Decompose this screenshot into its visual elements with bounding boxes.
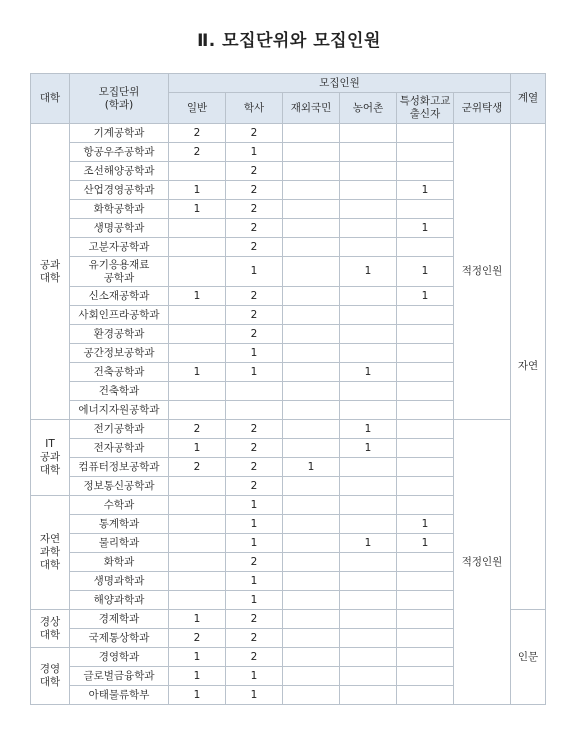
table-row: [31, 420, 546, 439]
bachelor-count: 2: [226, 610, 283, 629]
overseas-count: [283, 124, 340, 143]
header-overseas: 재외국민: [283, 93, 340, 124]
special-count: [397, 325, 454, 344]
general-count: [169, 257, 226, 287]
department-name: 공간정보공학과: [70, 344, 169, 363]
department-name: 기계공학과: [70, 124, 169, 143]
special-count: [397, 200, 454, 219]
overseas-count: [283, 610, 340, 629]
rural-count: 1: [340, 439, 397, 458]
rural-count: [340, 515, 397, 534]
special-count: [397, 458, 454, 477]
department-name: 사회인프라공학과: [70, 306, 169, 325]
special-count: 1: [397, 257, 454, 287]
overseas-count: [283, 572, 340, 591]
special-count: [397, 382, 454, 401]
rural-count: [340, 124, 397, 143]
special-count: 1: [397, 534, 454, 553]
rural-count: [340, 200, 397, 219]
general-count: [169, 401, 226, 420]
header-university: 대학: [31, 74, 70, 124]
bachelor-count: 1: [226, 515, 283, 534]
department-name: 건축공학과: [70, 363, 169, 382]
overseas-count: [283, 477, 340, 496]
special-count: [397, 667, 454, 686]
bachelor-count: 1: [226, 534, 283, 553]
overseas-count: [283, 667, 340, 686]
general-count: 1: [169, 610, 226, 629]
general-count: [169, 496, 226, 515]
department-name: 항공우주공학과: [70, 143, 169, 162]
department-name: 경영학과: [70, 648, 169, 667]
general-count: [169, 344, 226, 363]
rural-count: [340, 496, 397, 515]
overseas-count: [283, 219, 340, 238]
department-name: 전기공학과: [70, 420, 169, 439]
overseas-count: [283, 401, 340, 420]
overseas-count: [283, 686, 340, 705]
overseas-count: [283, 162, 340, 181]
bachelor-count: 1: [226, 591, 283, 610]
special-count: [397, 124, 454, 143]
general-count: [169, 515, 226, 534]
bachelor-count: [226, 382, 283, 401]
department-name: 환경공학과: [70, 325, 169, 344]
overseas-count: [283, 363, 340, 382]
special-count: [397, 162, 454, 181]
general-count: 2: [169, 143, 226, 162]
rural-count: [340, 287, 397, 306]
rural-count: [340, 401, 397, 420]
overseas-count: [283, 238, 340, 257]
department-name: 글로벌금융학과: [70, 667, 169, 686]
special-count: [397, 477, 454, 496]
overseas-count: [283, 591, 340, 610]
overseas-count: [283, 420, 340, 439]
header-bachelor: 학사: [226, 93, 283, 124]
department-name: 에너지자원공학과: [70, 401, 169, 420]
college-name: 공과 대학: [31, 124, 70, 420]
special-count: [397, 439, 454, 458]
overseas-count: [283, 181, 340, 200]
bachelor-count: 2: [226, 439, 283, 458]
department-name: 유기응용재료 공학과: [70, 257, 169, 287]
overseas-count: [283, 143, 340, 162]
general-count: 1: [169, 667, 226, 686]
rural-count: [340, 219, 397, 238]
rural-count: 1: [340, 363, 397, 382]
general-count: [169, 382, 226, 401]
bachelor-count: 1: [226, 496, 283, 515]
department-name: 조선해양공학과: [70, 162, 169, 181]
military-quota: 적정인원: [454, 420, 511, 705]
general-count: 1: [169, 686, 226, 705]
department-name: 국제통상학과: [70, 629, 169, 648]
bachelor-count: 1: [226, 143, 283, 162]
bachelor-count: 2: [226, 629, 283, 648]
college-name: 경영 대학: [31, 648, 70, 705]
general-count: 2: [169, 629, 226, 648]
bachelor-count: 2: [226, 287, 283, 306]
military-quota: 적정인원: [454, 124, 511, 420]
general-count: 2: [169, 124, 226, 143]
rural-count: [340, 553, 397, 572]
general-count: [169, 219, 226, 238]
bachelor-count: 2: [226, 162, 283, 181]
special-count: [397, 420, 454, 439]
field-category: 인문: [511, 610, 546, 705]
general-count: 2: [169, 458, 226, 477]
special-count: 1: [397, 181, 454, 200]
field-category: 자연: [511, 124, 546, 610]
rural-count: [340, 477, 397, 496]
overseas-count: [283, 629, 340, 648]
department-name: 고분자공학과: [70, 238, 169, 257]
department-name: 전자공학과: [70, 439, 169, 458]
rural-count: [340, 572, 397, 591]
college-name: 경상 대학: [31, 610, 70, 648]
college-name: IT 공과 대학: [31, 420, 70, 496]
rural-count: 1: [340, 420, 397, 439]
table-body: [31, 124, 546, 705]
bachelor-count: 2: [226, 648, 283, 667]
rural-count: [340, 648, 397, 667]
overseas-count: [283, 287, 340, 306]
special-count: [397, 686, 454, 705]
overseas-count: [283, 200, 340, 219]
special-count: [397, 496, 454, 515]
department-name: 화학과: [70, 553, 169, 572]
header-quota: 모집인원: [169, 74, 511, 93]
department-name: 신소재공학과: [70, 287, 169, 306]
general-count: [169, 553, 226, 572]
department-name: 컴퓨터정보공학과: [70, 458, 169, 477]
bachelor-count: 2: [226, 458, 283, 477]
rural-count: [340, 667, 397, 686]
special-count: [397, 238, 454, 257]
general-count: 1: [169, 648, 226, 667]
general-count: [169, 325, 226, 344]
department-name: 정보통신공학과: [70, 477, 169, 496]
bachelor-count: 2: [226, 238, 283, 257]
bachelor-count: 2: [226, 553, 283, 572]
special-count: [397, 572, 454, 591]
special-count: [397, 143, 454, 162]
bachelor-count: 1: [226, 572, 283, 591]
bachelor-count: 2: [226, 181, 283, 200]
overseas-count: [283, 648, 340, 667]
bachelor-count: 1: [226, 667, 283, 686]
overseas-count: [283, 382, 340, 401]
header-unit: 모집단위 (학과): [70, 74, 169, 124]
general-count: 1: [169, 439, 226, 458]
rural-count: 1: [340, 257, 397, 287]
rural-count: [340, 325, 397, 344]
general-count: 1: [169, 287, 226, 306]
overseas-count: [283, 325, 340, 344]
overseas-count: [283, 534, 340, 553]
general-count: 2: [169, 420, 226, 439]
rural-count: [340, 382, 397, 401]
special-count: [397, 648, 454, 667]
bachelor-count: 2: [226, 200, 283, 219]
rural-count: [340, 458, 397, 477]
header-special: 특성화고교 출신자: [397, 93, 454, 124]
rural-count: [340, 344, 397, 363]
general-count: 1: [169, 200, 226, 219]
bachelor-count: 2: [226, 219, 283, 238]
special-count: [397, 363, 454, 382]
special-count: [397, 591, 454, 610]
header-general: 일반: [169, 93, 226, 124]
department-name: 수학과: [70, 496, 169, 515]
header-military: 군위탁생: [454, 93, 511, 124]
rural-count: [340, 686, 397, 705]
bachelor-count: 1: [226, 686, 283, 705]
department-name: 아태물류학부: [70, 686, 169, 705]
overseas-count: [283, 515, 340, 534]
general-count: [169, 162, 226, 181]
department-name: 경제학과: [70, 610, 169, 629]
rural-count: [340, 591, 397, 610]
bachelor-count: [226, 401, 283, 420]
department-name: 생명공학과: [70, 219, 169, 238]
admission-quota-table: [30, 73, 546, 705]
bachelor-count: 2: [226, 124, 283, 143]
special-count: [397, 306, 454, 325]
general-count: [169, 238, 226, 257]
header-rural: 농어촌: [340, 93, 397, 124]
special-count: [397, 553, 454, 572]
general-count: [169, 477, 226, 496]
bachelor-count: 2: [226, 420, 283, 439]
rural-count: [340, 181, 397, 200]
department-name: 해양과학과: [70, 591, 169, 610]
special-count: 1: [397, 219, 454, 238]
department-name: 건축학과: [70, 382, 169, 401]
department-name: 물리학과: [70, 534, 169, 553]
overseas-count: [283, 257, 340, 287]
page-title: Ⅱ. 모집단위와 모집인원: [197, 31, 381, 51]
bachelor-count: 2: [226, 477, 283, 496]
overseas-count: [283, 344, 340, 363]
general-count: [169, 572, 226, 591]
overseas-count: [283, 306, 340, 325]
special-count: [397, 344, 454, 363]
rural-count: [340, 238, 397, 257]
overseas-count: [283, 439, 340, 458]
overseas-count: 1: [283, 458, 340, 477]
rural-count: [340, 629, 397, 648]
bachelor-count: 2: [226, 325, 283, 344]
general-count: [169, 306, 226, 325]
rural-count: 1: [340, 534, 397, 553]
general-count: 1: [169, 181, 226, 200]
header-field: 계열: [511, 74, 546, 124]
general-count: [169, 591, 226, 610]
special-count: [397, 610, 454, 629]
rural-count: [340, 162, 397, 181]
college-name: 자연 과학 대학: [31, 496, 70, 610]
overseas-count: [283, 553, 340, 572]
table-row: [31, 124, 546, 143]
department-name: 화학공학과: [70, 200, 169, 219]
bachelor-count: 1: [226, 363, 283, 382]
bachelor-count: 2: [226, 306, 283, 325]
department-name: 산업경영공학과: [70, 181, 169, 200]
rural-count: [340, 143, 397, 162]
rural-count: [340, 610, 397, 629]
bachelor-count: 1: [226, 257, 283, 287]
special-count: 1: [397, 287, 454, 306]
general-count: [169, 534, 226, 553]
general-count: 1: [169, 363, 226, 382]
overseas-count: [283, 496, 340, 515]
rural-count: [340, 306, 397, 325]
special-count: 1: [397, 515, 454, 534]
department-name: 생명과학과: [70, 572, 169, 591]
department-name: 통계학과: [70, 515, 169, 534]
bachelor-count: 1: [226, 344, 283, 363]
special-count: [397, 629, 454, 648]
special-count: [397, 401, 454, 420]
